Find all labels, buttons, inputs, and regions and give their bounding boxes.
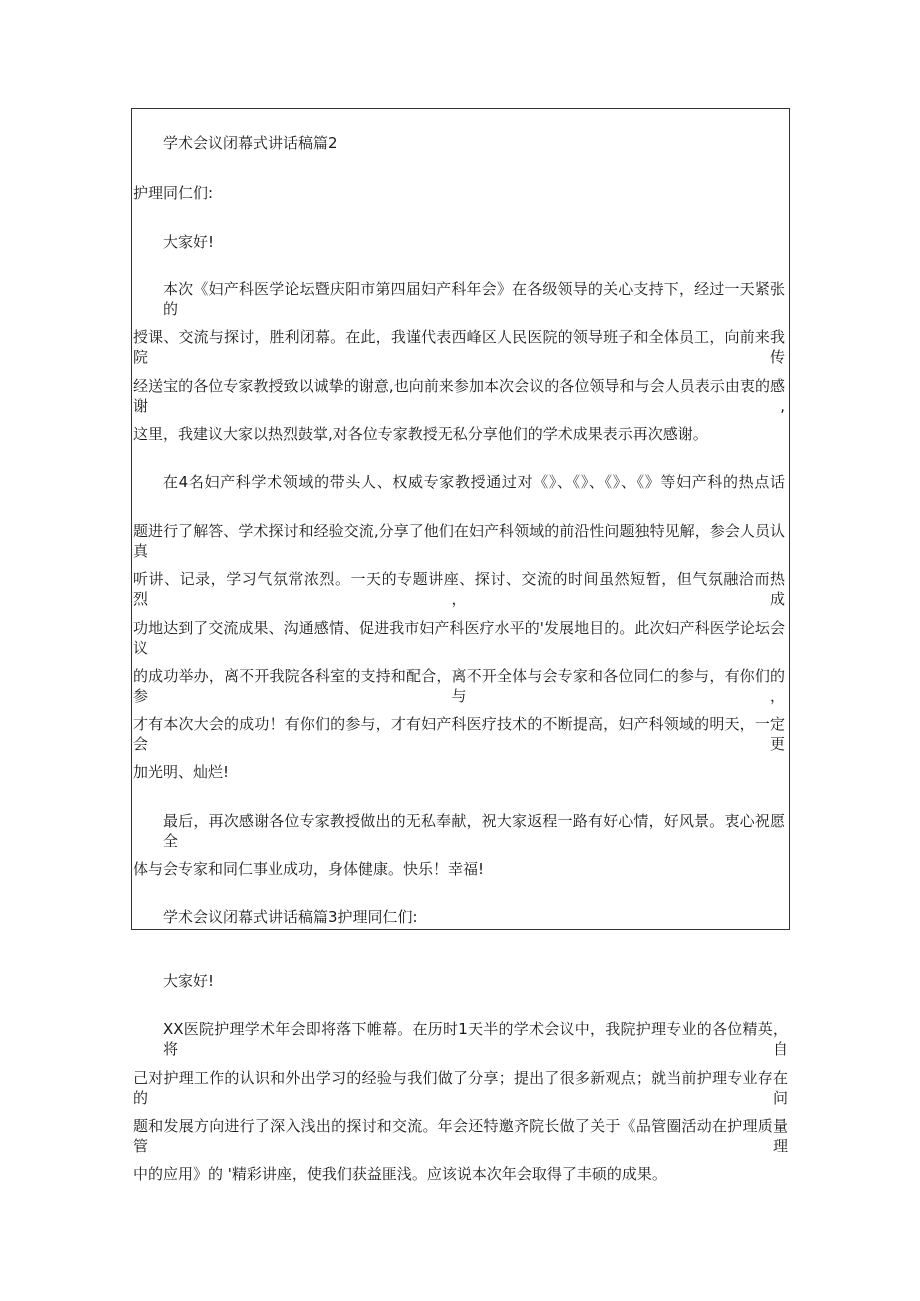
paragraph-line: 本次《妇产科医学论坛暨庆阳市第四届妇产科年会》在各级领导的关心支持下，经过一天紧张的 [163,280,785,318]
paragraph-line: XX医院护理学术年会即将落下帷幕。在历时1天半的学术会议中，我院护理专业的各位精英，将自 [163,1020,788,1058]
salutation: 护理同仁们: [133,184,214,202]
paragraph-line: 在4名妇产科学术领域的带头人、权威专家教授通过对《》、《》、《》、《》等妇产科的热点话 [163,473,785,491]
paragraph-line: 加光明、灿烂! [133,763,230,781]
paragraph-line: 最后，再次感谢各位专家教授做出的无私奉献，祝大家返程一路有好心情，好风景。衷心祝愿全 [163,812,785,850]
paragraph-line: 题进行了解答、学术探讨和经验交流,分享了他们在妇产科领域的前沿性问题独特见解，参会人员认真 [133,522,785,560]
paragraph-line: 的成功举办，离不开我院各科室的支持和配合，离不开全体与会专家和各位同仁的参与，有你们的参与， [133,667,785,705]
paragraph-line: 题和发展方向进行了深入浅出的探讨和交流。年会还特邀齐院长做了关于《品管圈活动在护理质量管理 [133,1117,788,1155]
paragraph-line: 体与会专家和同仁事业成功，身体健康。快乐！幸福! [133,860,485,878]
greeting: 大家好! [163,233,215,251]
next-section-title: 学术会议闭幕式讲话稿篇3护理同仁们: [163,908,418,926]
paragraph-line: 才有本次大会的成功！有你们的参与，才有妇产科医疗技术的不断提高，妇产科领域的明天，一定会更 [133,715,785,753]
paragraph-line: 听讲、记录，学习气氛常浓烈。一天的专题讲座、探讨、交流的时间虽然短暂，但气氛融洽而热烈，成 [133,570,785,608]
paragraph-line: 功地达到了交流成果、沟通感情、促进我市妇产科医疗水平的'发展地目的。此次妇产科医学论坛会议 [133,619,785,657]
paragraph-line: 经送宝的各位专家教授致以诚挚的谢意,也向前来参加本次会议的各位领导和与会人员表示由衷的感谢, [133,377,785,415]
greeting: 大家好! [163,972,215,990]
paragraph-line: 这里，我建议大家以热烈鼓掌,对各位专家教授无私分享他们的学术成果表示再次感谢。 [133,425,708,443]
section-title: 学术会议闭幕式讲话稿篇2 [163,134,338,152]
paragraph-line: 中的应用》的 '精彩讲座，使我们获益匪浅。应该说本次年会取得了丰硕的成果。 [133,1165,667,1183]
paragraph-line: 己对护理工作的认识和外出学习的经验与我们做了分享；提出了很多新观点；就当前护理专业存在的问 [133,1069,788,1107]
paragraph-line: 授课、交流与探讨，胜利闭幕。在此，我谨代表西峰区人民医院的领导班子和全体员工，向前来我院传 [133,328,785,366]
